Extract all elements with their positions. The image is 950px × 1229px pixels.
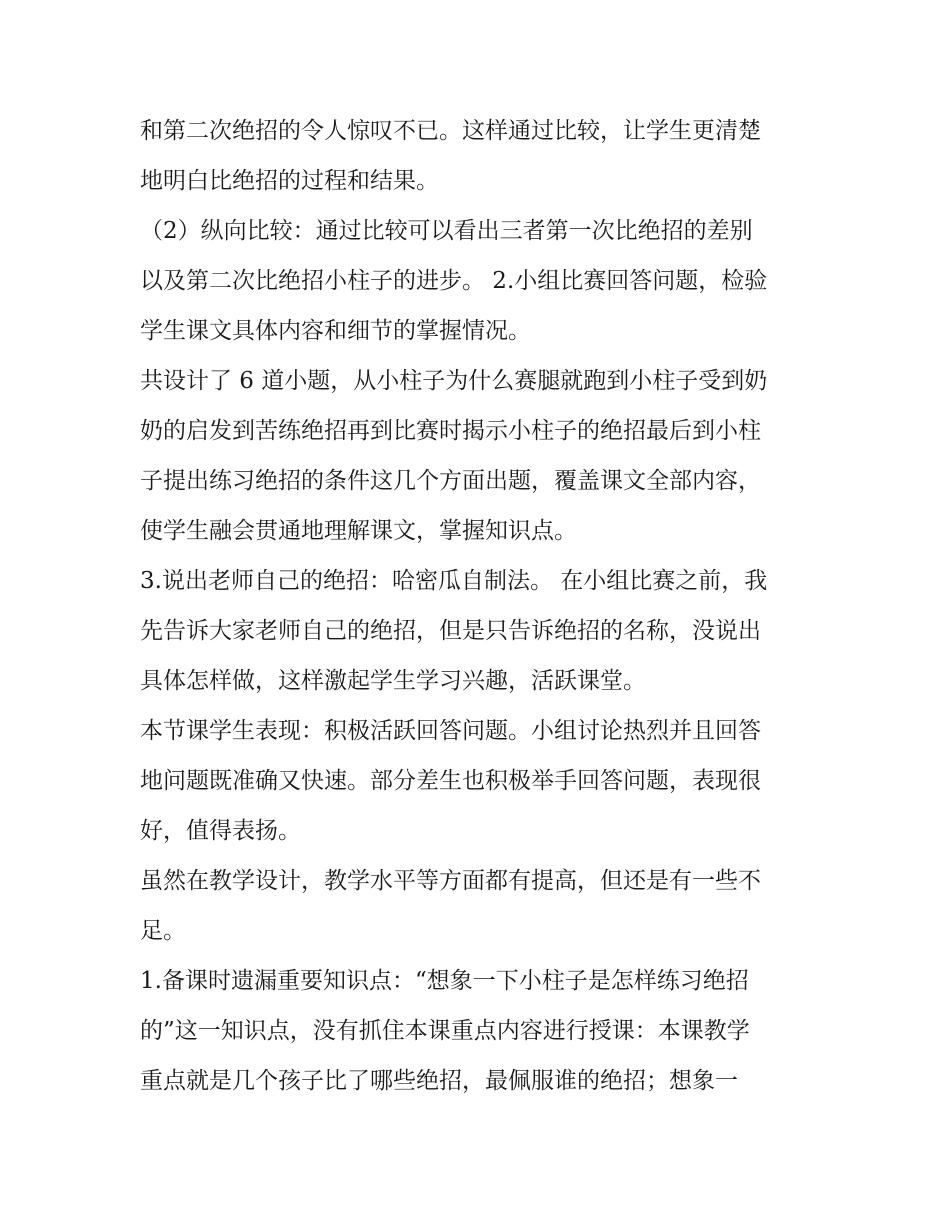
text-line: （2）纵向比较：通过比较可以看出三者第一次比绝招的差别 — [140, 218, 753, 244]
text-line: 共设计了 6 道小题，从小柱子为什么赛腿就跑到小柱子受到奶 — [140, 368, 768, 394]
text-line: 子提出练习绝招的条件这几个方面出题，覆盖课文全部内容， — [140, 468, 761, 494]
text-line: 具体怎样做，这样激起学生学习兴趣，活跃课堂。 — [140, 668, 646, 694]
text-line: 学生课文具体内容和细节的掌握情况。 — [140, 318, 531, 344]
text-line: 虽然在教学设计，教学水平等方面都有提高，但还是有一些不 — [140, 868, 761, 894]
text-line: 足。 — [140, 918, 186, 944]
text-line: 的”这一知识点，没有抓住本课重点内容进行授课：本课教学 — [140, 1018, 750, 1044]
text-line: 重点就是几个孩子比了哪些绝招，最佩服谁的绝招；想象一 — [140, 1068, 738, 1094]
document-body — [140, 106, 820, 1106]
text-line: 好，值得表扬。 — [140, 818, 301, 844]
text-line: 和第二次绝招的令人惊叹不已。这样通过比较，让学生更清楚 — [140, 118, 761, 144]
text-line: 地明白比绝招的过程和结果。 — [140, 168, 439, 194]
text-line: 奶的启发到苦练绝招再到比赛时揭示小柱子的绝招最后到小柱 — [140, 418, 761, 444]
text-line: 本节课学生表现：积极活跃回答问题。小组讨论热烈并且回答 — [140, 718, 761, 744]
text-line: 地问题既准确又快速。部分差生也积极举手回答问题，表现很 — [140, 768, 761, 794]
text-line: 以及第二次比绝招小柱子的进步。 2.小组比赛回答问题，检验 — [140, 268, 768, 294]
text-line: 先告诉大家老师自己的绝招，但是只告诉绝招的名称，没说出 — [140, 618, 761, 644]
text-line: 3.说出老师自己的绝招：哈密瓜自制法。 在小组比赛之前，我 — [140, 568, 768, 594]
text-line: 使学生融会贯通地理解课文，掌握知识点。 — [140, 518, 577, 544]
text-line: 1.备课时遗漏重要知识点：“想象一下小柱子是怎样练习绝招 — [140, 968, 749, 994]
